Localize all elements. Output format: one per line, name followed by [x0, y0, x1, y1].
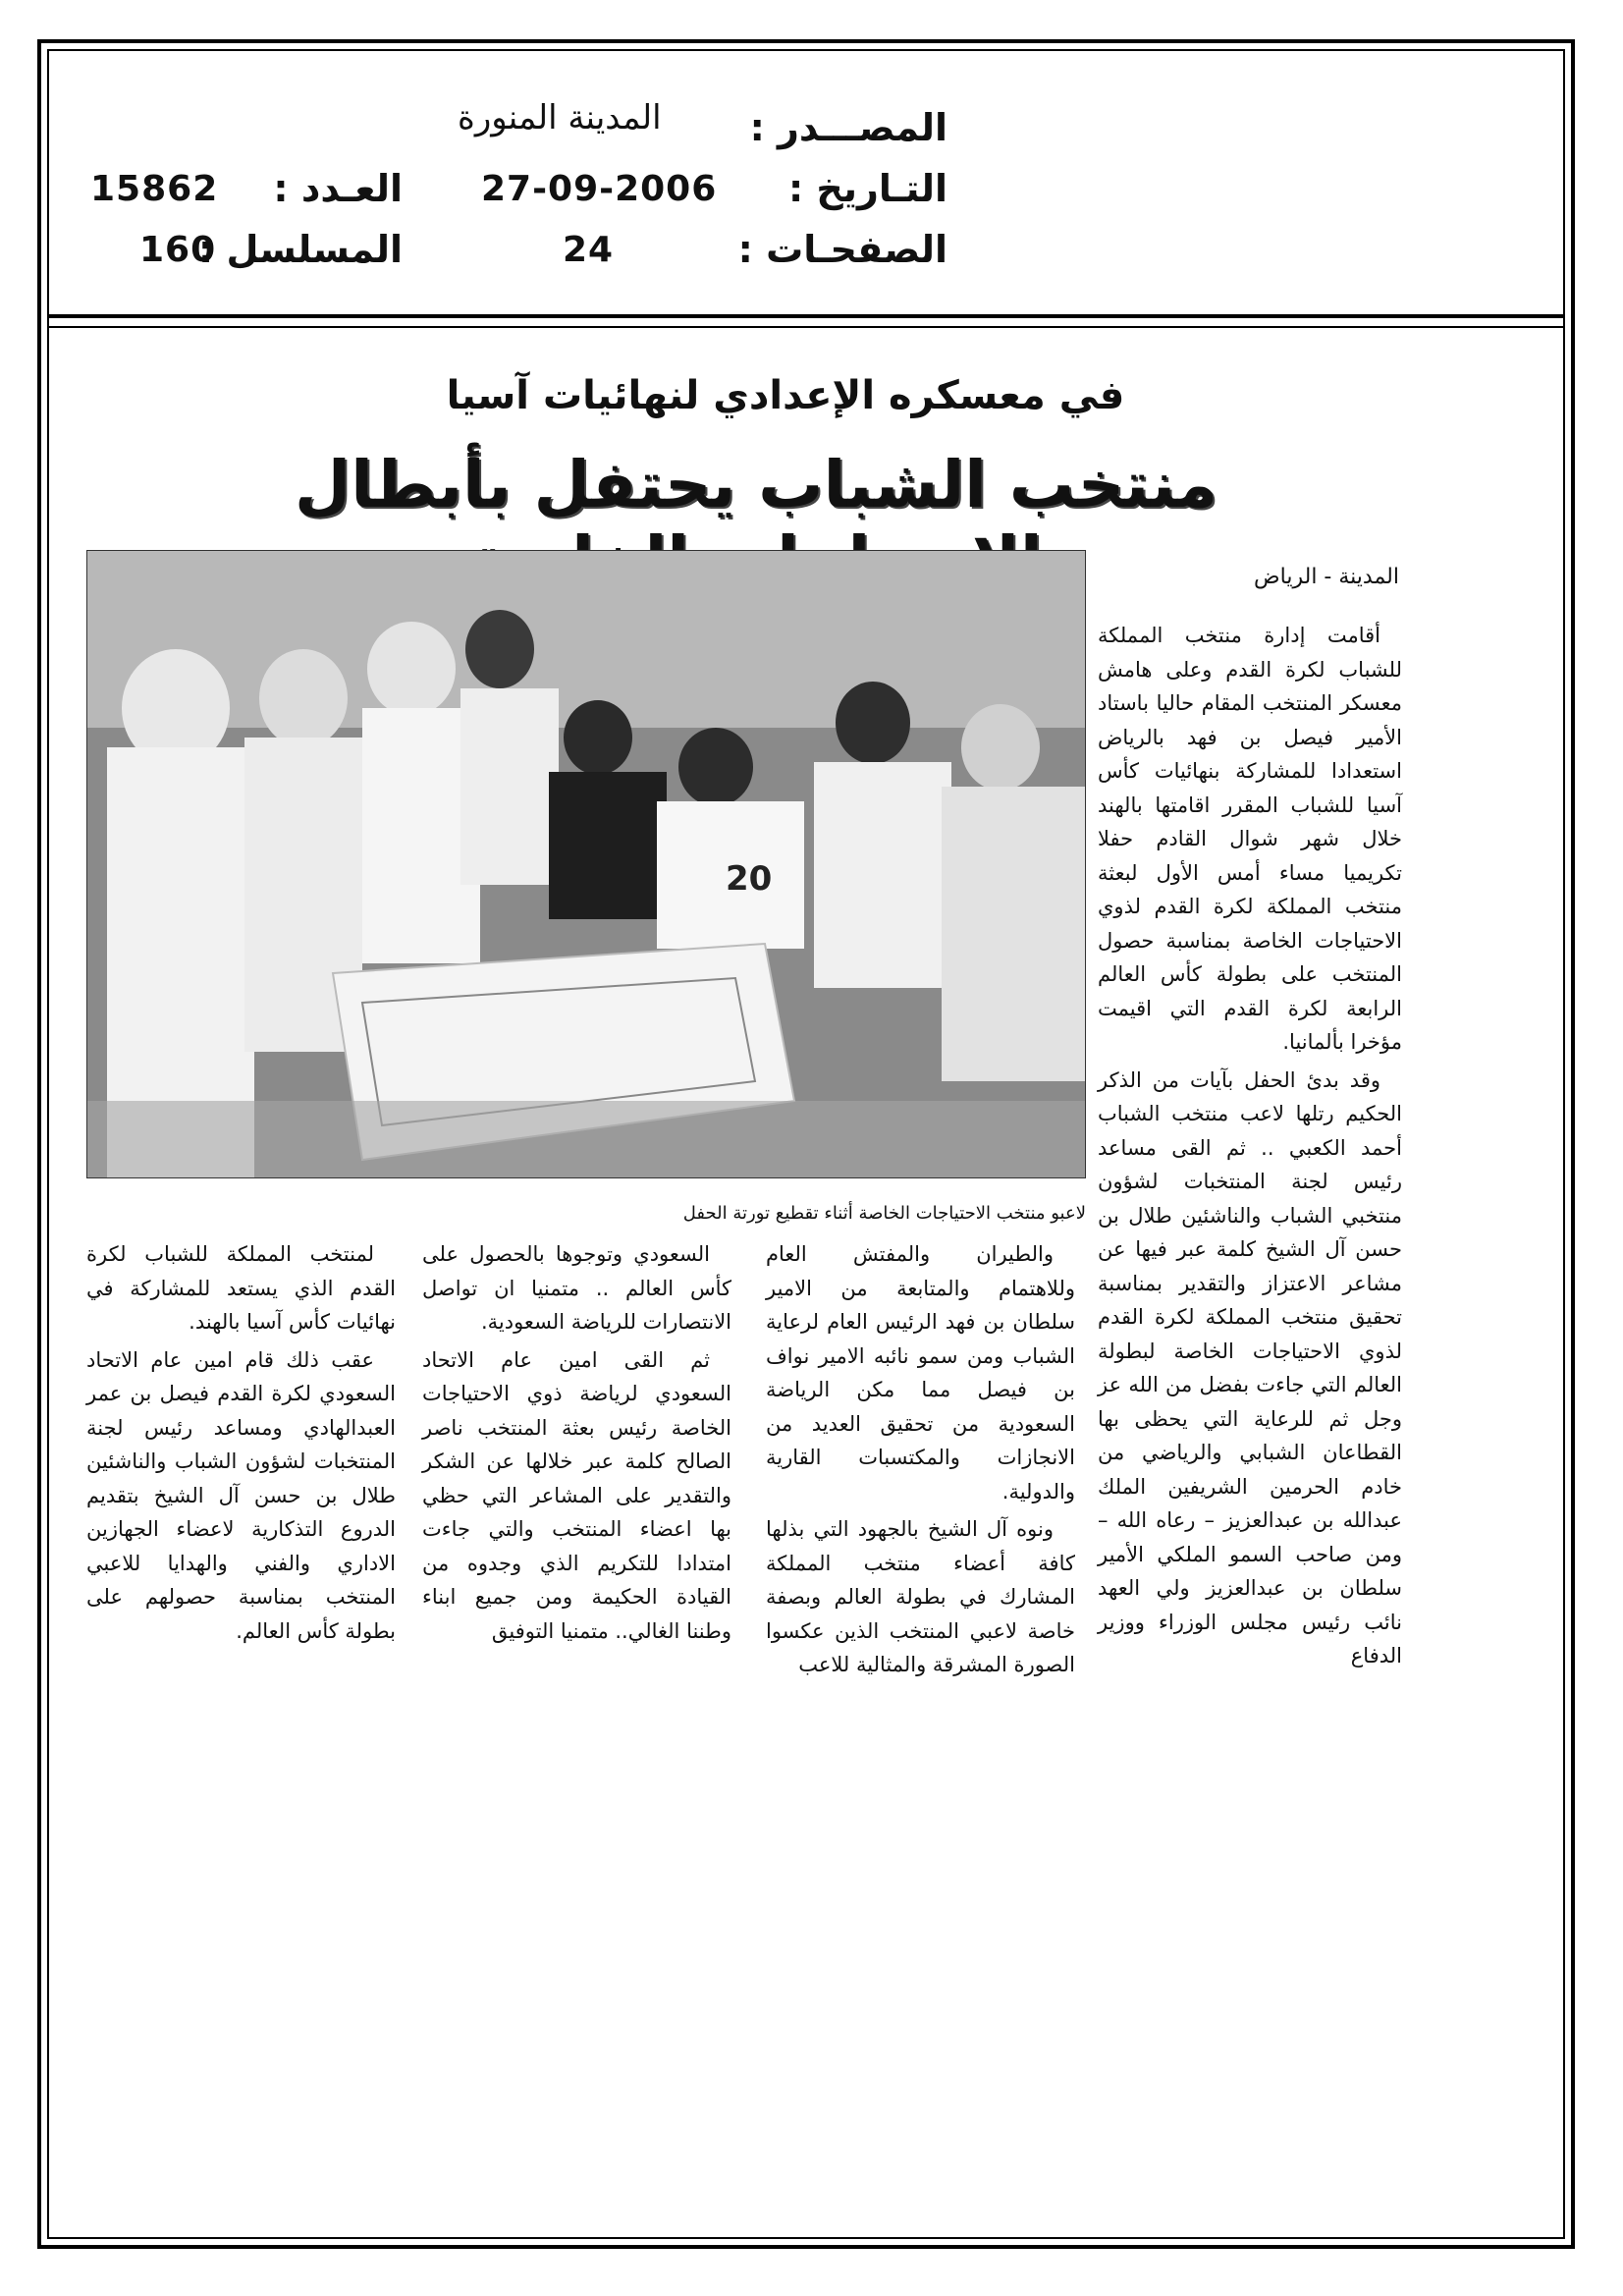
article-column-3	[422, 1237, 731, 1648]
photo-caption: لاعبو منتخب الاحتياجات الخاصة أثناء تقطيع تورتة الحفل	[682, 1203, 1086, 1224]
article-kicker: في معسكره الإعدادي لنهائيات آسيا	[446, 373, 1125, 418]
dateline: المدينة - الرياض	[1254, 565, 1399, 589]
date-value: 27-09-2006	[481, 169, 718, 209]
article-column-1	[1098, 619, 1402, 1673]
paragraph: عقب ذلك قام امين عام الاتحاد السعودي لكرة القدم فيصل بن عمر العبدالهادي ومساعد رئيس لجنة المنتخبات لشؤون الشباب والناشئين طلال بن حسن آل الشيخ بتقديم الدروع التذكارية لاعضاء الجهازين الاداري والفني والهدايا للاعبي المنتخب بمناسبة حصولهم على بطولة كأس العالم.	[86, 1347, 396, 1643]
pages-label: الصفحـات :	[737, 228, 947, 271]
source-label: المصـــدر :	[749, 106, 947, 149]
paragraph: ثم القى امين عام الاتحاد السعودي لرياضة ذوي الاحتياجات الخاصة رئيس بعثة المنتخب ناصر الصالح كلمة عبر خلالها عن الشكر والتقدير على المشاعر التي حظي بها اعضاء المنتخب والتي جاءت امتدادا للتكريم الذي وجدوه من القيادة الحكيمة ومن جميع ابناء وطننا الغالي.. متمنيا التوفيق	[422, 1347, 731, 1643]
article-headline: منتخب الشباب يحتفل بأبطال	[294, 447, 1218, 522]
paragraph: لمنتخب المملكة للشباب لكرة القدم الذي يستعد للمشاركة في نهائيات كأس آسيا بالهند.	[86, 1242, 396, 1334]
header-divider	[47, 314, 1565, 318]
paragraph: ونوه آل الشيخ بالجهود التي بذلها كافة أعضاء منتخب المملكة المشارك في بطولة العالم وبصفة خاصة لاعبي المنتخب الذين عكسوا الصورة المشرقة والمثالية للاعب	[766, 1517, 1075, 1676]
paragraph: أقامت إدارة منتخب المملكة للشباب لكرة القدم وعلى هامش معسكر المنتخب المقام حاليا باستاد الأمير فيصل بن فهد بالرياض استعدادا للمشاركة بنهائيات كأس آسيا للشباب المقرر اقامتها بالهند خلال شهر شوال القادم حفلا تكريميا مساء أمس الأول لبعثة منتخب المملكة لكرة القدم لذوي الاحتياجات الخاصة بمناسبة حصول المنتخب على بطولة كأس العالم الرابعة لكرة القدم التي اقيمت مؤخرا بألمانيا.	[1098, 624, 1402, 1054]
paragraph: السعودي وتوجوها بالحصول على كأس العالم .. متمنيا ان تواصل الانتصارات للرياضة السعودية.	[422, 1242, 731, 1334]
header-divider-thin	[47, 326, 1565, 328]
issue-label: العـدد :	[273, 167, 403, 210]
news-photo	[86, 550, 1086, 1178]
paragraph: والطيران والمفتش العام وللاهتمام والمتابعة من الامير سلطان بن فهد الرئيس العام لرعاية الشباب ومن سمو نائبه الامير نواف بن فيصل مما مكن الرياضة السعودية من تحقيق العديد من الانجازات والمكتسبات القارية والدولية.	[766, 1242, 1075, 1503]
paragraph: وقد بدئ الحفل بآيات من الذكر الحكيم رتلها لاعب منتخب الشباب أحمد الكعبي .. ثم القى مساعد رئيس لجنة المنتخبات لشؤون منتخبي الشباب والناشئين طلال بن حسن آل الشيخ كلمة عبر فيها عن مشاعر الاعتزاز والتقدير بمناسبة تحقيق منتخب المملكة لكرة القدم لذوي الاحتياجات الخاصة لبطولة العالم التي جاءت بفضل من الله عز وجل ثم للرعاية التي يحظى بها القطاعان الشبابي والرياضي من خادم الحرمين الشريفين الملك عبدالله بن عبدالعزيز – رعاه الله – ومن صاحب السمو الملكي الأمير سلطان بن عبدالعزيز ولي العهد نائب رئيس مجلس الوزراء ووزير الدفاع	[1098, 1067, 1402, 1667]
jersey-number: 20	[726, 859, 773, 899]
issue-value: 15862	[90, 169, 219, 209]
date-label: التـاريخ :	[787, 167, 947, 210]
pages-value: 24	[563, 230, 615, 270]
photo-illustration	[87, 551, 1086, 1178]
serial-label: المسلسل :	[198, 228, 403, 271]
source-value: المدينة المنورة	[458, 98, 662, 137]
serial-value: 160	[139, 230, 217, 270]
article-column-2	[766, 1237, 1075, 1682]
article-column-4	[86, 1237, 396, 1648]
